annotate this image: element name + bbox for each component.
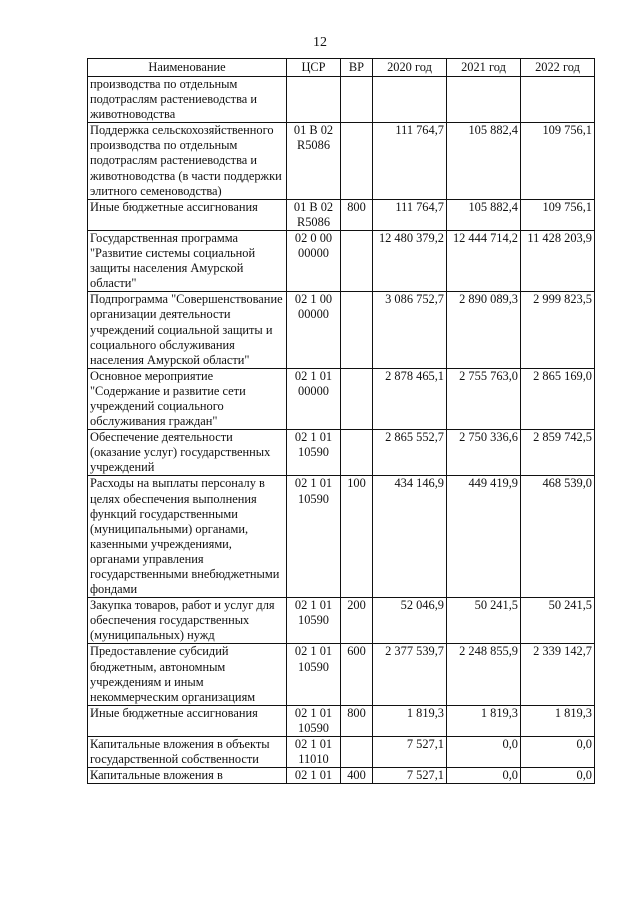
row-2021 <box>447 77 521 123</box>
row-2021: 0,0 <box>447 768 521 784</box>
table-row <box>88 598 595 644</box>
row-2021: 2 755 763,0 <box>447 368 521 429</box>
row-2022: 11 428 203,9 <box>521 230 595 291</box>
row-name: Государственная программа "Развитие системы социальной защиты населения Амурской области" <box>88 230 287 291</box>
row-2021: 12 444 714,2 <box>447 230 521 291</box>
header-csr: ЦСР <box>287 59 341 77</box>
row-2020: 7 527,1 <box>373 737 447 768</box>
header-name: Наименование <box>88 59 287 77</box>
row-csr: 01 В 02 R5086 <box>287 199 341 230</box>
row-csr: 02 1 01 <box>287 768 341 784</box>
table-row <box>88 230 595 291</box>
row-vr: 800 <box>341 199 373 230</box>
row-vr: 600 <box>341 644 373 705</box>
row-2020: 2 878 465,1 <box>373 368 447 429</box>
row-2022: 2 859 742,5 <box>521 430 595 476</box>
row-2022: 109 756,1 <box>521 199 595 230</box>
table-row <box>88 292 595 368</box>
row-vr <box>341 430 373 476</box>
row-csr: 02 0 00 00000 <box>287 230 341 291</box>
row-2020: 12 480 379,2 <box>373 230 447 291</box>
row-2022: 2 339 142,7 <box>521 644 595 705</box>
row-csr: 02 1 01 10590 <box>287 644 341 705</box>
row-2020: 2 377 539,7 <box>373 644 447 705</box>
row-2020: 7 527,1 <box>373 768 447 784</box>
table-row <box>88 768 595 784</box>
row-csr: 02 1 01 11010 <box>287 737 341 768</box>
row-2021: 2 248 855,9 <box>447 644 521 705</box>
row-2022: 0,0 <box>521 737 595 768</box>
table-row <box>88 476 595 598</box>
row-csr <box>287 77 341 123</box>
row-name: Иные бюджетные ассигнования <box>88 199 287 230</box>
header-vr: ВР <box>341 59 373 77</box>
row-2021: 105 882,4 <box>447 123 521 199</box>
row-name: Иные бюджетные ассигнования <box>88 705 287 736</box>
row-vr <box>341 292 373 368</box>
row-name: Расходы на выплаты персоналу в целях обеспечения выполнения функций государственными (муниципальными) органами, казенными учреждениями, органами управления государственными внебюджетными фондами <box>88 476 287 598</box>
header-2020: 2020 год <box>373 59 447 77</box>
table-row <box>88 77 595 123</box>
row-vr: 100 <box>341 476 373 598</box>
row-vr <box>341 123 373 199</box>
row-2020: 111 764,7 <box>373 123 447 199</box>
row-csr: 02 1 01 10590 <box>287 430 341 476</box>
table-row <box>88 199 595 230</box>
table-row <box>88 737 595 768</box>
row-2020: 2 865 552,7 <box>373 430 447 476</box>
row-2022 <box>521 77 595 123</box>
row-vr <box>341 77 373 123</box>
row-2020: 1 819,3 <box>373 705 447 736</box>
row-name: Капитальные вложения в <box>88 768 287 784</box>
row-csr: 02 1 01 10590 <box>287 598 341 644</box>
row-name: Подпрограмма "Совершенствование организации деятельности учреждений социальной защиты и социального обслуживания населения Амурской области" <box>88 292 287 368</box>
row-2020: 434 146,9 <box>373 476 447 598</box>
row-2022: 0,0 <box>521 768 595 784</box>
row-vr <box>341 368 373 429</box>
row-2020: 3 086 752,7 <box>373 292 447 368</box>
row-2020: 111 764,7 <box>373 199 447 230</box>
row-name: Основное мероприятие "Содержание и развитие сети учреждений социального обслуживания граждан" <box>88 368 287 429</box>
row-2021: 50 241,5 <box>447 598 521 644</box>
row-2021: 1 819,3 <box>447 705 521 736</box>
table-row <box>88 705 595 736</box>
table-row <box>88 430 595 476</box>
row-name: производства по отдельным подотраслям растениеводства и животноводства <box>88 77 287 123</box>
row-2021: 2 750 336,6 <box>447 430 521 476</box>
row-2022: 50 241,5 <box>521 598 595 644</box>
row-2020: 52 046,9 <box>373 598 447 644</box>
row-vr <box>341 737 373 768</box>
row-2021: 449 419,9 <box>447 476 521 598</box>
row-csr: 02 1 00 00000 <box>287 292 341 368</box>
row-2022: 109 756,1 <box>521 123 595 199</box>
row-vr: 400 <box>341 768 373 784</box>
header-2021: 2021 год <box>447 59 521 77</box>
row-name: Обеспечение деятельности (оказание услуг) государственных учреждений <box>88 430 287 476</box>
row-2021: 105 882,4 <box>447 199 521 230</box>
row-csr: 01 В 02 R5086 <box>287 123 341 199</box>
page-number: 12 <box>313 35 327 50</box>
row-name: Капитальные вложения в объекты государственной собственности <box>88 737 287 768</box>
table-row <box>88 368 595 429</box>
table-header-row <box>88 59 595 77</box>
table-row <box>88 123 595 199</box>
row-name: Поддержка сельскохозяйственного производства по отдельным подотраслям растениеводства и животноводства (в части поддержки элитного семеноводства) <box>88 123 287 199</box>
row-2022: 1 819,3 <box>521 705 595 736</box>
row-2021: 2 890 089,3 <box>447 292 521 368</box>
row-2021: 0,0 <box>447 737 521 768</box>
row-name: Закупка товаров, работ и услуг для обеспечения государственных (муниципальных) нужд <box>88 598 287 644</box>
table-row <box>88 644 595 705</box>
row-2022: 2 999 823,5 <box>521 292 595 368</box>
row-csr: 02 1 01 10590 <box>287 476 341 598</box>
row-name: Предоставление субсидий бюджетным, автономным учреждениям и иным некоммерческим организациям <box>88 644 287 705</box>
budget-table <box>87 58 595 784</box>
row-2020 <box>373 77 447 123</box>
row-vr <box>341 230 373 291</box>
row-csr: 02 1 01 00000 <box>287 368 341 429</box>
header-2022: 2022 год <box>521 59 595 77</box>
row-vr: 800 <box>341 705 373 736</box>
row-2022: 468 539,0 <box>521 476 595 598</box>
row-vr: 200 <box>341 598 373 644</box>
row-csr: 02 1 01 10590 <box>287 705 341 736</box>
row-2022: 2 865 169,0 <box>521 368 595 429</box>
